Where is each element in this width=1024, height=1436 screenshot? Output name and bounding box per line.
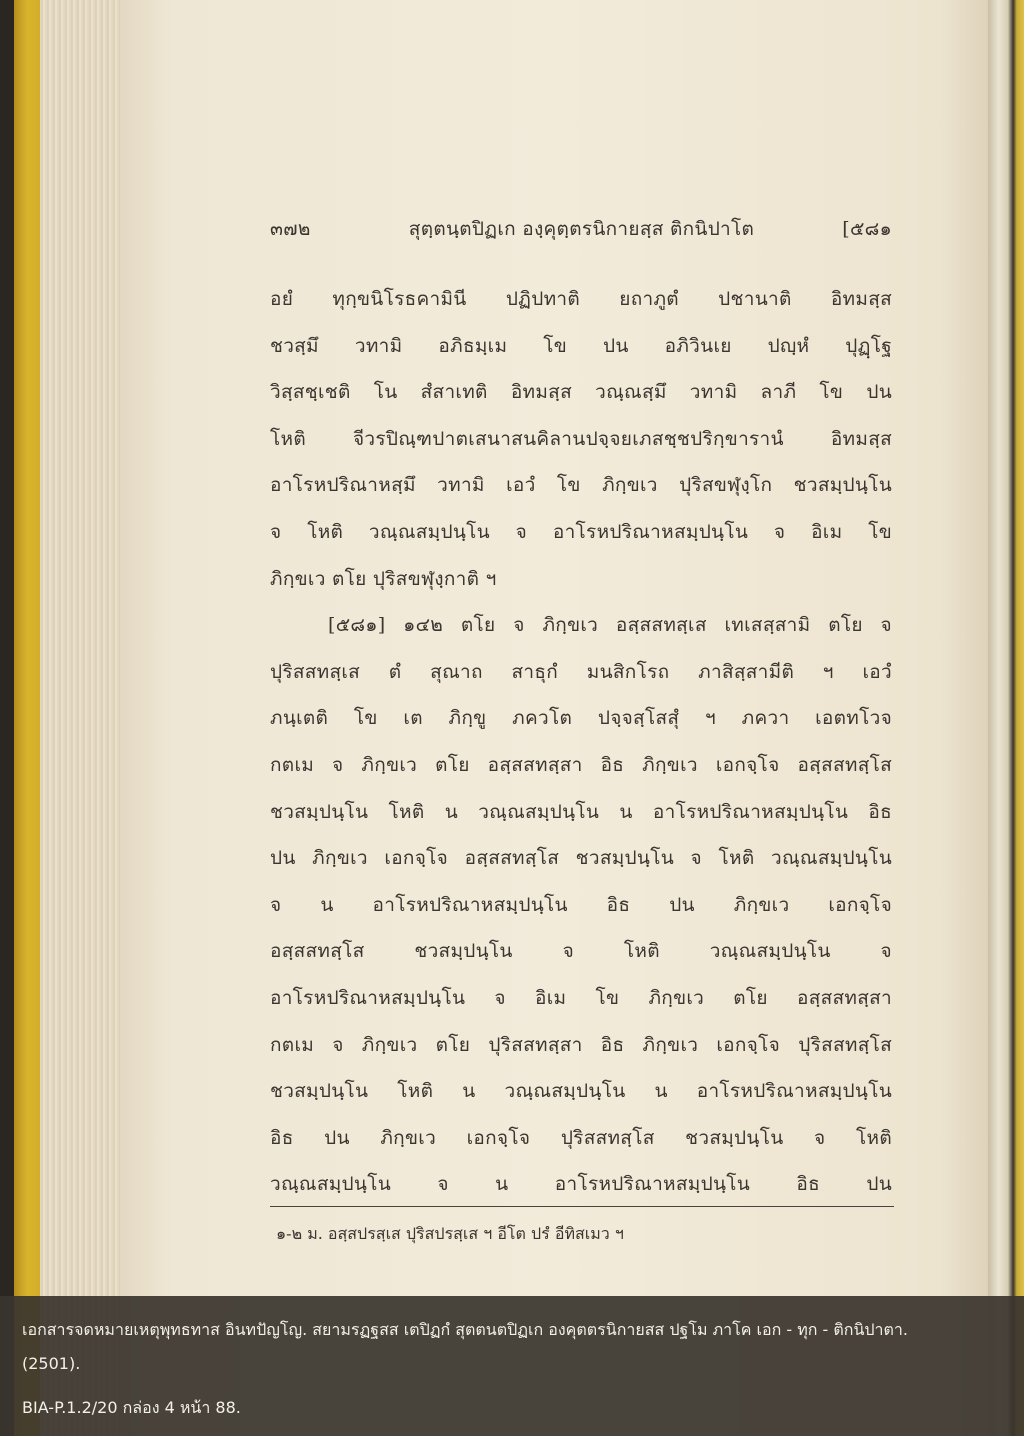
text-line: อสฺสสทสฺโส ชวสมฺปนฺโน จ โหติ วณฺณสมฺปนฺโน จ [270,940,892,963]
page-text [270,214,892,1208]
text-line: ปน ภิกฺขเว เอกจฺโจ อสฺสสทสฺโส ชวสมฺปนฺโน จ โหติ วณฺณสมฺปนฺโน [270,847,892,870]
running-title: สุตฺตนฺตปิฏเก องฺคุตฺตรนิกายสฺส ติกนิปาโต [408,218,755,240]
page-number: ๓๗๒ [270,218,311,240]
text-line: วิสฺสชฺเชติ โน สํสาเทติ อิทมสฺส วณฺณสฺมึ วทามิ ลาภี โข ปน [270,381,892,404]
text-line: ภิกฺขเว ตโย ปุริสขฬุงฺกาติ ฯ [270,567,497,590]
body-text [270,276,892,1208]
text-line: ชวสมฺปนฺโน โหติ น วณฺณสมฺปนฺโน น อาโรหปริณาหสมฺปนฺโน อิธ [270,800,892,823]
text-line: [๕๘๑] ๑๔๒ ตโย จ ภิกฺขเว อสฺสสทสฺเส เทเสสฺสามิ ตโย จ [328,614,892,637]
text-line: ภนฺเตติ โข เต ภิกฺขู ภควโต ปจฺจสฺโสสุํ ฯ ภควา เอตทโวจ [270,707,892,730]
text-line: ชวสฺมึ วทามิ อภิธมฺเม โข ปน อภิวินเย ปญฺหํ ปุฏฺโฐ [270,334,892,357]
text-line: อาโรหปริณาหสมฺปนฺโน จ อิเม โข ภิกฺขเว ตโย อสฺสสทสฺสา [270,986,892,1009]
caption-year: (2501). [22,1354,81,1373]
text-line: วณฺณสมฺปนฺโน จ น อาโรหปริณาหสมฺปนฺโน อิธ ปน [270,1173,892,1196]
section-ref: [๕๘๑ [842,218,892,240]
text-line: ชวสมฺปนฺโน โหติ น วณฺณสมฺปนฺโน น อาโรหปริณาหสมฺปนฺโน [270,1080,892,1103]
text-line: กตเม จ ภิกฺขเว ตโย อสฺสสทสฺสา อิธ ภิกฺขเว เอกจฺโจ อสฺสสทสฺโส [270,753,892,776]
footnote: ๑-๒ ม. อสฺสปรสฺเส ปุริสปรสฺเส ฯ อีโต ปรํ อีทิสเมว ฯ [276,1224,624,1243]
page-header [270,214,892,250]
text-line: จ โหติ วณฺณสมฺปนฺโน จ อาโรหปริณาหสมฺปนฺโน จ อิเม โข [270,520,892,543]
text-line: อิธ ปน ภิกฺขเว เอกจฺโจ ปุริสสทสฺโส ชวสมฺปนฺโน จ โหติ [270,1126,892,1149]
page-edges [40,0,126,1436]
text-line: อาโรหปริณาหสฺมึ วทามิ เอวํ โข ภิกฺขเว ปุริสขฬุงฺโก ชวสมฺปนฺโน [270,474,892,497]
text-line: โหติ จีวรปิณฺฑปาตเสนาสนคิลานปจฺจยเภสชฺชปริกฺขารานํ อิทมสฺส [270,427,892,450]
caption-reference: BIA-P.1.2/20 กล่อง 4 หน้า 88. [22,1398,241,1417]
text-line: อยํ ทุกฺขนิโรธคามินี ปฏิปทาติ ยถาภูตํ ปชานาติ อิทมสฺส [270,288,892,310]
text-line: ปุริสสทสฺเส ตํ สุณาถ สาธุกํ มนสิกโรถ ภาสิสฺสามีติ ฯ เอวํ [270,660,892,683]
caption-citation: เอกสารจดหมายเหตุพุทธทาส อินทปัญโญ. สยามรฏฐสส เตปิฏกํ สุตตนตปิฏเก องคุตตรนิกายสส ปฐโม ภาโค เอก - ทุก - ติกนิปาตา. [22,1320,908,1339]
caption-bar [0,1296,1024,1436]
text-line: จ น อาโรหปริณาหสมฺปนฺโน อิธ ปน ภิกฺขเว เอกจฺโจ [270,893,892,916]
footnote-divider [270,1206,894,1207]
text-line: กตเม จ ภิกฺขเว ตโย ปุริสสทสฺสา อิธ ภิกฺขเว เอกจฺโจ ปุริสสทสฺโส [270,1033,892,1056]
book-spine-right [988,0,1024,1436]
